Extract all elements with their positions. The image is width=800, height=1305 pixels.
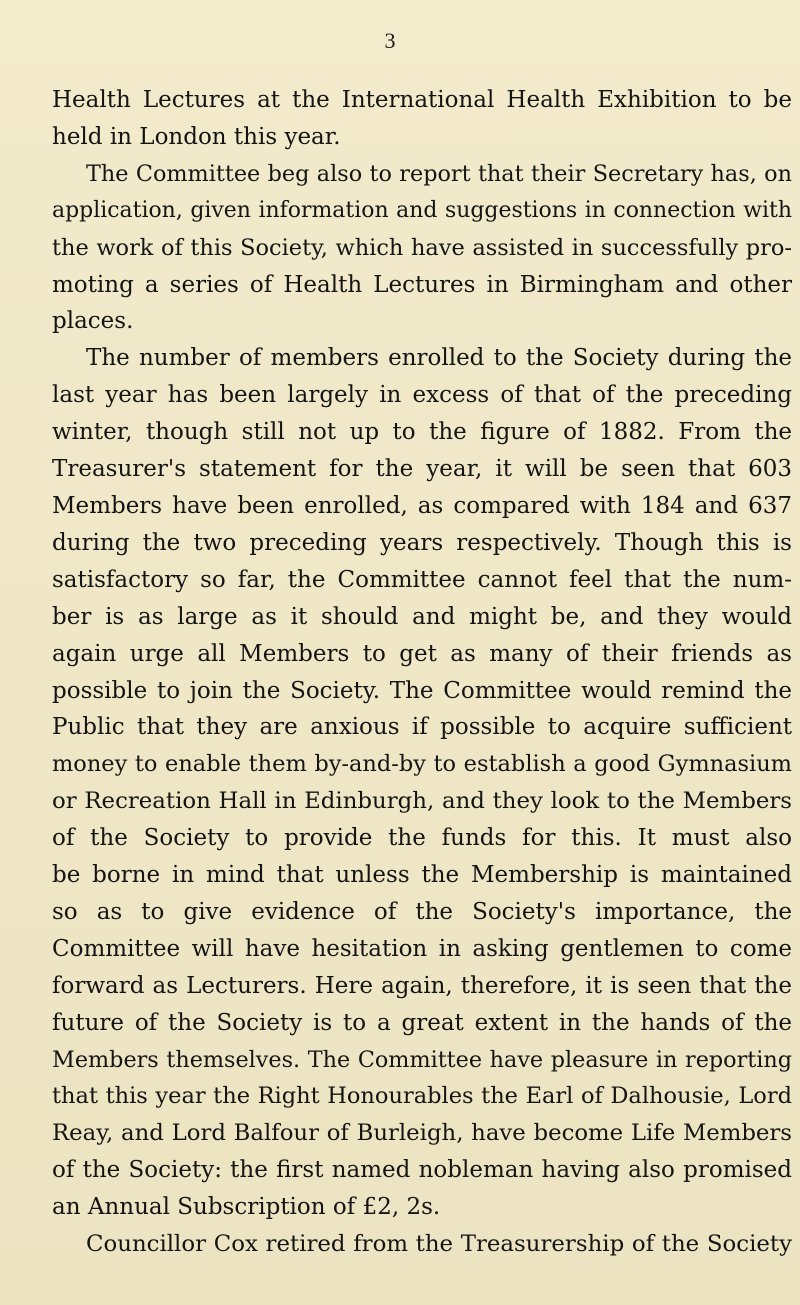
text-line: application, given information and suggestions in connection with [52, 197, 792, 223]
text-line: The Committee beg also to report that their Secretary has, on [86, 160, 792, 187]
page-number: 3 [384, 28, 396, 53]
text-line: forward as Lecturers. Here again, therefore, it is seen that the [52, 972, 792, 999]
text-line: Committee will have hesitation in asking gentlemen to come [52, 935, 792, 962]
text-line: Members have been enrolled, as compared with 184 and 637 [52, 492, 792, 519]
paragraph [52, 156, 792, 341]
text-line: so as to give evidence of the Society's importance, the [52, 898, 792, 925]
text-line: money to enable them by-and-by to establish a good Gymnasium [52, 751, 792, 778]
text-line: satisfactory so far, the Committee cannot feel that the num- [52, 566, 792, 593]
text-line: of the Society: the first named nobleman having also promised [52, 1157, 792, 1184]
text-line: of the Society to provide the funds for this. It must also [52, 825, 792, 852]
text-line: during the two preceding years respectively. Though this is [52, 529, 792, 556]
text-line: that this year the Right Honourables the Earl of Dalhousie, Lord [52, 1083, 792, 1110]
text-line: be borne in mind that unless the Membership is maintained [52, 862, 792, 889]
text-line: Health Lectures at the International Health Exhibition to be [52, 87, 792, 113]
text-line: held in London this year. [52, 123, 341, 150]
text-line: last year has been largely in excess of that of the preceding [52, 382, 792, 409]
paragraph [52, 1226, 792, 1263]
text-line: the work of this Society, which have assisted in successfully pro- [52, 234, 792, 261]
body-text [52, 82, 792, 1263]
text-line: Members themselves. The Committee have pleasure in reporting [52, 1046, 792, 1073]
text-line: winter, though still not up to the figure of 1882. From the [52, 419, 792, 446]
text-line: Public that they are anxious if possible to acquire sufficient [52, 714, 792, 741]
text-line: places. [52, 308, 134, 335]
text-line: moting a series of Health Lectures in Birmingham and other [52, 271, 792, 298]
text-line: The number of members enrolled to the Society during the [86, 345, 792, 372]
text-line: Reay, and Lord Balfour of Burleigh, have become Life Members [52, 1120, 792, 1147]
text-line: possible to join the Society. The Committee would remind the [52, 677, 792, 704]
text-line: Treasurer's statement for the year, it will be seen that 603 [52, 456, 792, 483]
text-line: or Recreation Hall in Edinburgh, and they look to the Members [52, 788, 792, 815]
text-line: Councillor Cox retired from the Treasurership of the Society [86, 1231, 792, 1258]
paragraph [52, 82, 792, 156]
text-line: an Annual Subscription of £2, 2s. [52, 1194, 441, 1221]
text-line: ber is as large as it should and might be, and they would [52, 603, 792, 630]
text-line: again urge all Members to get as many of their friends as [52, 640, 792, 667]
text-line: future of the Society is to a great extent in the hands of the [52, 1009, 792, 1036]
paragraph [52, 340, 792, 1226]
